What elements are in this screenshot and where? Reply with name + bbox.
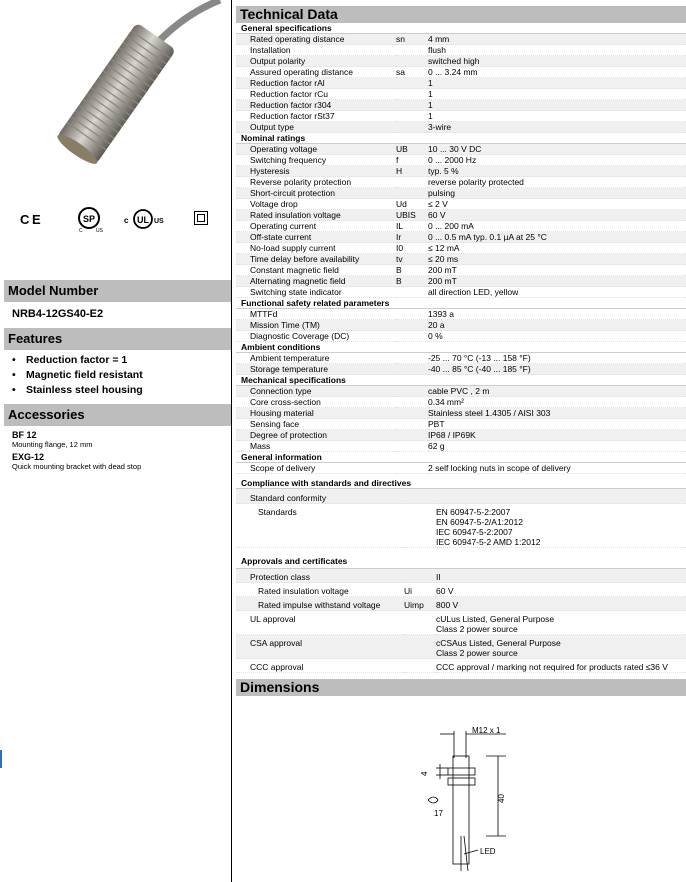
spec-name: Storage temperature [236, 364, 396, 375]
spec-value: ≤ 20 ms [428, 254, 686, 265]
length-label: 40 [497, 794, 506, 803]
spec-value: 62 g [428, 441, 686, 452]
spec-row [236, 144, 686, 155]
spec-symbol [396, 419, 428, 430]
group-heading: Approvals and certificates [236, 556, 686, 569]
spec-symbol: f [396, 155, 428, 166]
standard-item: EN 60947-5-2:2007 [436, 507, 511, 517]
spec-name: Hysteresis [236, 166, 396, 177]
spec-row [236, 276, 686, 287]
led-label: LED [480, 847, 496, 856]
spec-symbol: Uimp [404, 597, 436, 611]
technical-data-title: Technical Data [236, 6, 686, 23]
spec-row [236, 210, 686, 221]
margin-marker [0, 750, 2, 768]
spec-value: 1 [428, 111, 686, 122]
spec-symbol [396, 122, 428, 133]
standard-item: EN 60947-5-2/A1:2012 [436, 517, 523, 527]
spec-symbol: IL [396, 221, 428, 232]
spec-value: 0.34 mm² [428, 397, 686, 408]
spec-symbol [396, 78, 428, 89]
spec-name: Constant magnetic field [236, 265, 396, 276]
spec-value [436, 504, 686, 548]
accessory-desc: Mounting flange, 12 mm [12, 440, 93, 449]
spec-symbol: UB [396, 144, 428, 155]
group-heading: Mechanical specifications [236, 375, 686, 386]
spec-row [236, 331, 686, 342]
spec-value: reverse polarity protected [428, 177, 686, 188]
spec-value: -25 ... 70 °C (-13 ... 158 °F) [428, 353, 686, 364]
spec-name: UL approval [236, 611, 404, 635]
spec-row [236, 67, 686, 78]
spec-symbol [396, 408, 428, 419]
spec-value: 60 V [428, 210, 686, 221]
spec-row [236, 34, 686, 45]
spec-row [236, 353, 686, 364]
spec-row [236, 78, 686, 89]
spec-name: Operating voltage [236, 144, 396, 155]
spec-name: Diagnostic Coverage (DC) [236, 331, 396, 342]
spec-name: CCC approval [236, 659, 404, 673]
feature-item: • Magnetic field resistant [12, 369, 230, 381]
spec-name: Reduction factor rSt37 [236, 111, 396, 122]
group-heading: General specifications [236, 23, 686, 34]
standard-item: IEC 60947-5-2:2007 [436, 527, 513, 537]
spec-value: 20 a [428, 320, 686, 331]
accessories-list [12, 430, 230, 471]
spec-value: typ. 5 % [428, 166, 686, 177]
spec-row [236, 386, 686, 397]
left-column [0, 0, 230, 882]
spec-name: Mass [236, 441, 396, 452]
spec-symbol [396, 463, 428, 474]
spec-value: all direction LED, yellow [428, 287, 686, 298]
wrench-size-label: 17 [434, 809, 443, 818]
spec-row [236, 56, 686, 67]
spec-name: Ambient temperature [236, 353, 396, 364]
spec-symbol: Ui [404, 583, 436, 597]
spec-symbol [396, 56, 428, 67]
spec-row [236, 254, 686, 265]
spec-value: cable PVC , 2 m [428, 386, 686, 397]
group-heading: Compliance with standards and directives [236, 476, 686, 489]
spec-name: MTTFd [236, 309, 396, 320]
svg-text:c: c [124, 216, 129, 225]
spec-name: Protection class [236, 569, 404, 583]
spec-value: IP68 / IP69K [428, 430, 686, 441]
spec-row [236, 100, 686, 111]
spec-name: Output type [236, 122, 396, 133]
spec-symbol: UBIS [396, 210, 428, 221]
spec-symbol: sa [396, 67, 428, 78]
spec-value: Stainless steel 1.4305 / AISI 303 [428, 408, 686, 419]
spec-name: Rated impulse withstand voltage [236, 597, 404, 611]
spec-name: Rated operating distance [236, 34, 396, 45]
spec-value: 60 V [436, 583, 686, 597]
spec-name: Reverse polarity protection [236, 177, 396, 188]
features-heading: Features [4, 328, 232, 350]
spec-name: Off-state current [236, 232, 396, 243]
group-heading: Ambient conditions [236, 342, 686, 353]
spec-name: Reduction factor rCu [236, 89, 396, 100]
spec-row [236, 221, 686, 232]
spec-symbol: sn [396, 34, 428, 45]
spec-symbol [396, 89, 428, 100]
spec-symbol [396, 397, 428, 408]
spec-value: 800 V [436, 597, 686, 611]
spec-row [236, 122, 686, 133]
spec-value: 4 mm [428, 34, 686, 45]
spec-value: ≤ 2 V [428, 199, 686, 210]
spec-row [236, 155, 686, 166]
spec-value: 1 [428, 100, 686, 111]
spec-value: switched high [428, 56, 686, 67]
spec-name: Rated insulation voltage [236, 210, 396, 221]
spec-symbol: tv [396, 254, 428, 265]
spec-value: 1 [428, 89, 686, 100]
spec-name: Core cross-section [236, 397, 396, 408]
spec-name: Time delay before availability [236, 254, 396, 265]
ce-mark-icon: C E [20, 212, 41, 227]
spec-row [236, 287, 686, 298]
spec-row [236, 430, 686, 441]
features-list [12, 354, 230, 396]
spec-row [236, 309, 686, 320]
spec-table [236, 23, 686, 474]
spec-row [236, 364, 686, 375]
spec-value: ≤ 12 mA [428, 243, 686, 254]
spec-name: Assured operating distance [236, 67, 396, 78]
spec-symbol [396, 430, 428, 441]
dimensions-title: Dimensions [236, 679, 686, 696]
spec-name: Housing material [236, 408, 396, 419]
spec-name: Voltage drop [236, 199, 396, 210]
spec-value: 200 mT [428, 276, 686, 287]
spec-row [236, 320, 686, 331]
spec-name: CSA approval [236, 635, 404, 659]
spec-name: Rated insulation voltage [236, 583, 404, 597]
spec-value: Class 2 power source [436, 648, 518, 658]
spec-value: 200 mT [428, 265, 686, 276]
spec-name: Switching frequency [236, 155, 396, 166]
svg-text:C: C [79, 228, 83, 233]
spec-name: Sensing face [236, 419, 396, 430]
spec-symbol: I0 [396, 243, 428, 254]
spec-name: Output polarity [236, 56, 396, 67]
spec-symbol: H [396, 166, 428, 177]
spec-value: pulsing [428, 188, 686, 199]
spec-symbol [396, 386, 428, 397]
spec-value: flush [428, 45, 686, 56]
spec-symbol [396, 111, 428, 122]
spec-name: Scope of delivery [236, 463, 396, 474]
standard-item: IEC 60947-5-2 AMD 1:2012 [436, 537, 541, 547]
spec-name: No-load supply current [236, 243, 396, 254]
approvals-table [236, 556, 686, 673]
spec-symbol [396, 287, 428, 298]
spec-value: PBT [428, 419, 686, 430]
accessories-heading: Accessories [4, 404, 232, 426]
spec-row [236, 463, 686, 474]
spec-symbol [396, 331, 428, 342]
spec-name: Operating current [236, 221, 396, 232]
spec-name: Standards [236, 504, 404, 548]
spec-name: Alternating magnetic field [236, 276, 396, 287]
spec-name: Degree of protection [236, 430, 396, 441]
model-number-heading: Model Number [4, 280, 232, 302]
accessory-name: EXG-12 [12, 452, 45, 462]
product-photo [30, 0, 230, 175]
nut-height-label: 4 [420, 771, 429, 776]
culus-mark-icon [124, 205, 170, 233]
spec-row [236, 111, 686, 122]
spec-value: 0 ... 3.24 mm [428, 67, 686, 78]
accessory-desc: Quick mounting bracket with dead stop [12, 462, 142, 471]
spec-symbol [396, 320, 428, 331]
spec-row [236, 441, 686, 452]
spec-value: 2 self locking nuts in scope of delivery [428, 463, 686, 474]
spec-value: 0 ... 2000 Hz [428, 155, 686, 166]
spec-row [236, 177, 686, 188]
spec-name: Mission Time (TM) [236, 320, 396, 331]
compliance-table [236, 476, 686, 548]
spec-row [236, 419, 686, 430]
accessory-name: BF 12 [12, 430, 37, 440]
spec-row [236, 199, 686, 210]
certification-marks [20, 205, 220, 235]
spec-row [236, 45, 686, 56]
svg-text:US: US [154, 218, 164, 225]
spec-value: cCSAus Listed, General Purpose [436, 638, 561, 648]
spec-symbol [396, 364, 428, 375]
spec-symbol: Ud [396, 199, 428, 210]
feature-item: • Reduction factor = 1 [12, 354, 230, 366]
spec-value: 1393 a [428, 309, 686, 320]
technical-data-section [236, 6, 686, 696]
dimensions-drawing [406, 726, 536, 876]
spec-value: 1 [428, 78, 686, 89]
spec-symbol [396, 188, 428, 199]
spec-value: 3-wire [428, 122, 686, 133]
spec-row [236, 232, 686, 243]
svg-text:US: US [96, 228, 103, 233]
spec-row [236, 166, 686, 177]
spec-value: -40 ... 85 °C (-40 ... 185 °F) [428, 364, 686, 375]
protection-class-ii-icon [194, 211, 208, 225]
spec-value: 0 % [428, 331, 686, 342]
spec-symbol: B [396, 276, 428, 287]
spec-symbol: Ir [396, 232, 428, 243]
svg-text:UL: UL [137, 215, 149, 225]
spec-row [236, 408, 686, 419]
group-heading: General information [236, 452, 686, 463]
spec-name: Installation [236, 45, 396, 56]
spec-symbol: B [396, 265, 428, 276]
group-heading: Functional safety related parameters [236, 298, 686, 309]
spec-name: Short-circuit protection [236, 188, 396, 199]
column-divider [231, 0, 232, 882]
spec-name: Switching state indicator [236, 287, 396, 298]
spec-symbol [396, 45, 428, 56]
thread-label: M12 x 1 [472, 726, 501, 735]
spec-symbol [396, 100, 428, 111]
spec-value: CCC approval / marking not required for products rated ≤36 V [436, 659, 686, 673]
spec-row [236, 265, 686, 276]
spec-name: Connection type [236, 386, 396, 397]
spec-row [236, 397, 686, 408]
spec-symbol [396, 441, 428, 452]
spec-row [236, 188, 686, 199]
spec-name: Reduction factor rAl [236, 78, 396, 89]
spec-symbol [396, 353, 428, 364]
spec-symbol [396, 177, 428, 188]
spec-row [236, 89, 686, 100]
spec-value: 10 ... 30 V DC [428, 144, 686, 155]
spec-value: Class 2 power source [436, 624, 518, 634]
svg-text:SP: SP [82, 214, 96, 224]
spec-value: cULus Listed, General Purpose [436, 614, 555, 624]
spec-row [236, 243, 686, 254]
spec-name: Reduction factor r304 [236, 100, 396, 111]
spec-symbol [396, 309, 428, 320]
spec-value: 0 ... 200 mA [428, 221, 686, 232]
feature-item: • Stainless steel housing [12, 384, 230, 396]
group-heading: Nominal ratings [236, 133, 686, 144]
spec-value: 0 ... 0.5 mA typ. 0.1 µA at 25 °C [428, 232, 686, 243]
csa-mark-icon [76, 205, 106, 233]
spec-value: II [436, 569, 686, 583]
model-number: NRB4-12GS40-E2 [12, 308, 104, 320]
spec-name: Standard conformity [236, 489, 404, 504]
